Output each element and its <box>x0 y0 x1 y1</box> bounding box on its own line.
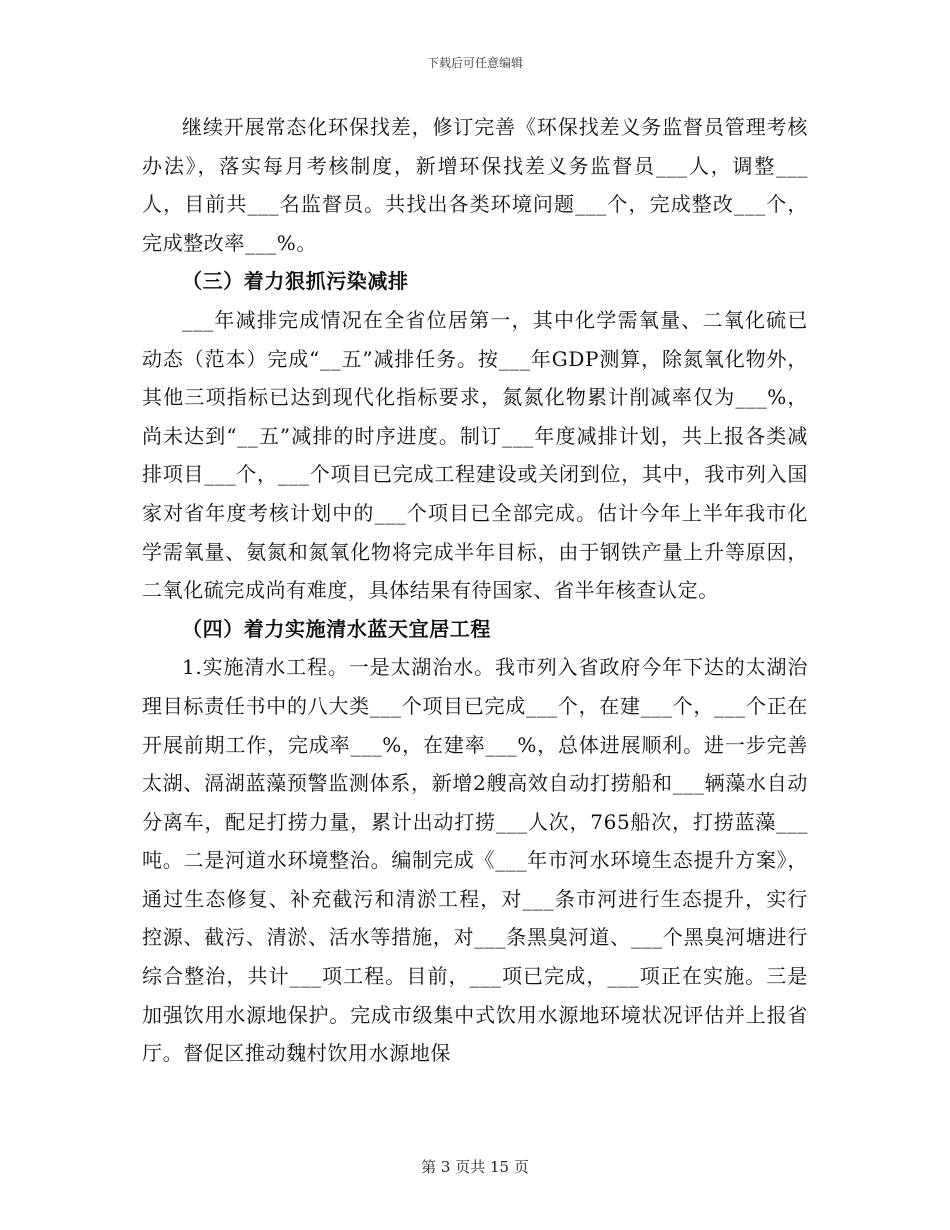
section-heading-clean-water-blue-sky: （四）着力实施清水蓝天宜居工程 <box>182 616 491 641</box>
section-heading-emission-reduction: （三）着力狠抓污染减排 <box>182 269 409 294</box>
document-body <box>142 108 808 1073</box>
page-footer: 第 3 页共 15 页 <box>421 1158 529 1176</box>
paragraph-environment-monitoring: 继续开展常态化环保找差，修订完善《环保找差义务监督员管理考核办法》，落实每月考核制度，新增环保找差义务监督员___人，调整___人，目前共___名监督员。共找出各类环境问题___个，完成整改___个，完成整改率___%。 <box>142 115 808 255</box>
paragraph-emission-reduction: ___年减排完成情况在全省位居第一，其中化学需氧量、二氧化硫已动态（范本）完成“__五”减排任务。按___年GDP测算，除氮氧化物外，其他三项指标已达到现代化指标要求，氮氮化物累计削减率仅为___%，尚未达到“__五”减排的时序进度。制订___年度减排计划，共上报各类减排项目___个，___个项目已完成工程建设或关闭到位，其中，我市列入国家对省年度考核计划中的___个项目已全部完成。估计今年上半年我市化学需氧量、氨氮和氮氧化物将完成半年目标，由于钢铁产量上升等原因，二氧化硫完成尚有难度，具体结果有待国家、省半年核查认定。 <box>142 307 808 603</box>
paragraph-clean-water-project: 1.实施清水工程。一是太湖治水。我市列入省政府今年下达的太湖治理目标责任书中的八大类___个项目已完成___个，在建___个，___个正在开展前期工作，完成率___%，在建率___%，总体进展顺利。进一步完善太湖、滆湖蓝藻预警监测体系，新增2艘高效自动打捞船和___辆藻水自动分离车，配足打捞力量，累计出动打捞___人次，765船次，打捞蓝藻___吨。二是河道水环境整治。编制完成《___年市河水环境生态提升方案》，通过生态修复、补充截污和清淤工程，对___条市河进行生态提升，实行控源、截污、清淤、活水等措施，对___条黑臭河道、___个黑臭河塘进行综合整治，共计___项工程。目前，___项已完成，___项正在实施。三是加强饮用水源地保护。完成市级集中式饮用水源地环境状况评估并上报省厅。督促区推动魏村饮用水源地保 <box>142 655 808 1066</box>
page-header: 下载后可任意编辑 <box>426 56 523 70</box>
